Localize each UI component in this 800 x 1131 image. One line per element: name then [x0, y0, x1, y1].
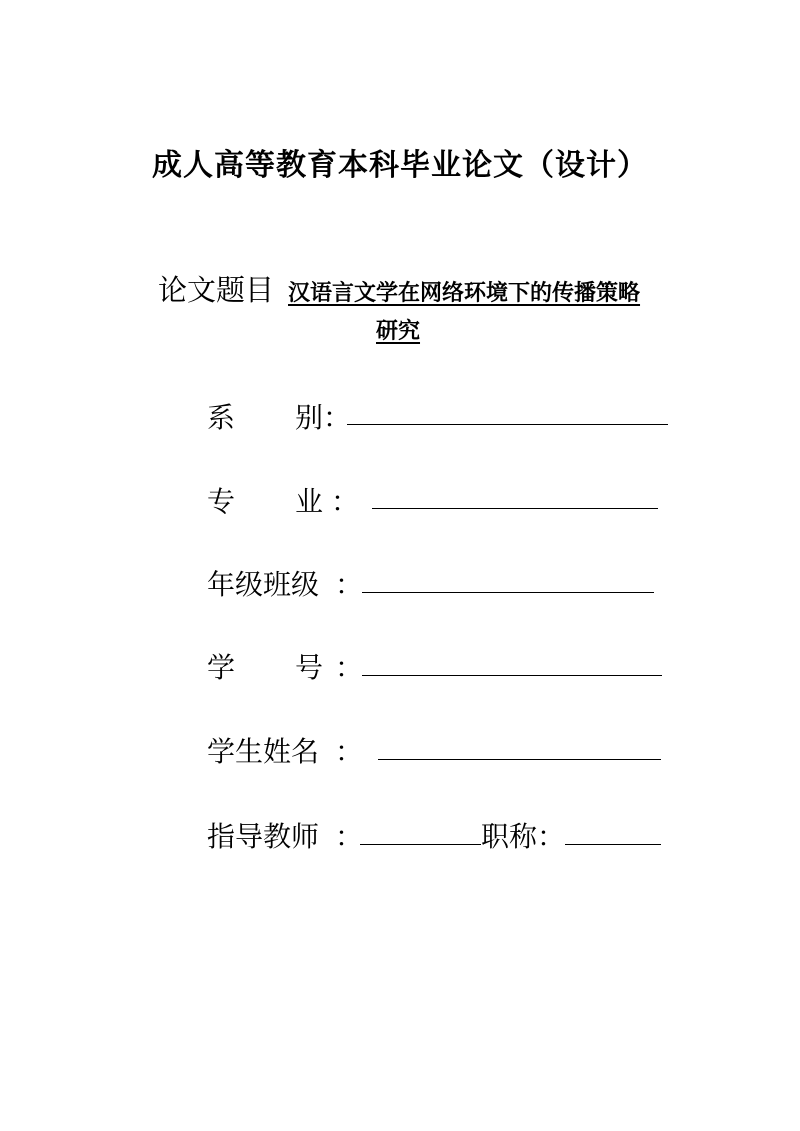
major-colon: ： — [331, 485, 360, 518]
department-blank[interactable] — [347, 424, 668, 425]
student-name-label: 学生姓名 — [207, 735, 320, 768]
topic-text-line1: 汉语言文学在网络环境下的传播策略 — [288, 280, 641, 306]
topic-text-line2: 研究 — [376, 318, 421, 344]
department-colon: ： — [323, 401, 352, 434]
advisor-label: 指导教师 — [207, 820, 320, 853]
advisor-colon: ： — [335, 820, 364, 853]
topic-label: 论文题目 — [158, 273, 275, 307]
page-title: 成人高等教育本科毕业论文（设计） — [152, 148, 648, 183]
student-id-blank[interactable] — [362, 675, 662, 676]
major-blank[interactable] — [372, 508, 658, 509]
student-id-colon: ： — [335, 651, 364, 684]
department-label-a: 系 — [207, 401, 236, 434]
student-id-label-b: 号 — [295, 651, 324, 684]
student-name-colon: ： — [335, 735, 364, 768]
grade-class-label: 年级班级 — [207, 568, 320, 601]
major-label-a: 专 — [207, 485, 236, 518]
advisor-blank[interactable] — [360, 844, 481, 845]
grade-class-blank[interactable] — [362, 592, 654, 593]
student-name-blank[interactable] — [378, 759, 661, 760]
advisor-title-label: 职称 — [481, 820, 538, 853]
student-id-label-a: 学 — [207, 651, 236, 684]
advisor-title-colon: ： — [537, 820, 566, 853]
department-label-b: 别 — [295, 401, 324, 434]
grade-class-colon: ： — [335, 568, 364, 601]
topic-row — [158, 268, 640, 309]
advisor-title-blank[interactable] — [565, 844, 661, 845]
major-label-b: 业 — [295, 485, 324, 518]
